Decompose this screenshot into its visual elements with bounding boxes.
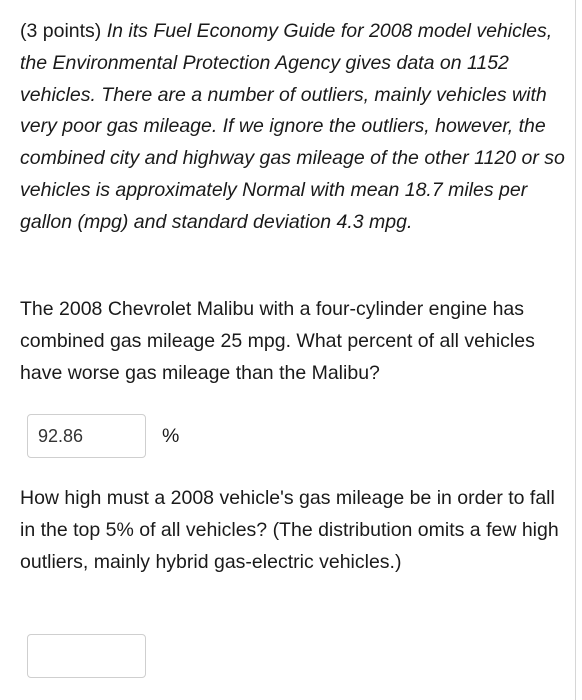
- answer-input-2[interactable]: [27, 634, 146, 678]
- percent-unit-label: %: [162, 425, 180, 447]
- points-label: (3 points): [20, 20, 102, 42]
- answer-input-1-value: 92.86: [38, 425, 84, 446]
- answer-input-1[interactable]: [27, 414, 146, 458]
- problem-intro: [20, 16, 565, 239]
- question-1-text: The 2008 Chevrolet Malibu with a four-cylinder engine has combined gas mileage 25 mpg. What percent of all vehicles have worse gas mileage than the Malibu?: [20, 298, 535, 384]
- question-2-text: How high must a 2008 vehicle's gas mileage be in order to fall in the top 5% of all vehicles? (The distribution omits a few high outliers, mainly hybrid gas-electric vehicles.): [20, 487, 559, 573]
- intro-text: In its Fuel Economy Guide for 2008 model vehicles, the Environmental Protection Agency gives data on 1152 vehicles. There are a number of outliers, mainly vehicles with very poor gas mileage. If we ignore the outliers, however, the combined city and highway gas mileage of the other 1120 or so vehicles is approximately Normal with mean 18.7 miles per gallon (mpg) and standard deviation 4.3 mpg.: [20, 20, 565, 233]
